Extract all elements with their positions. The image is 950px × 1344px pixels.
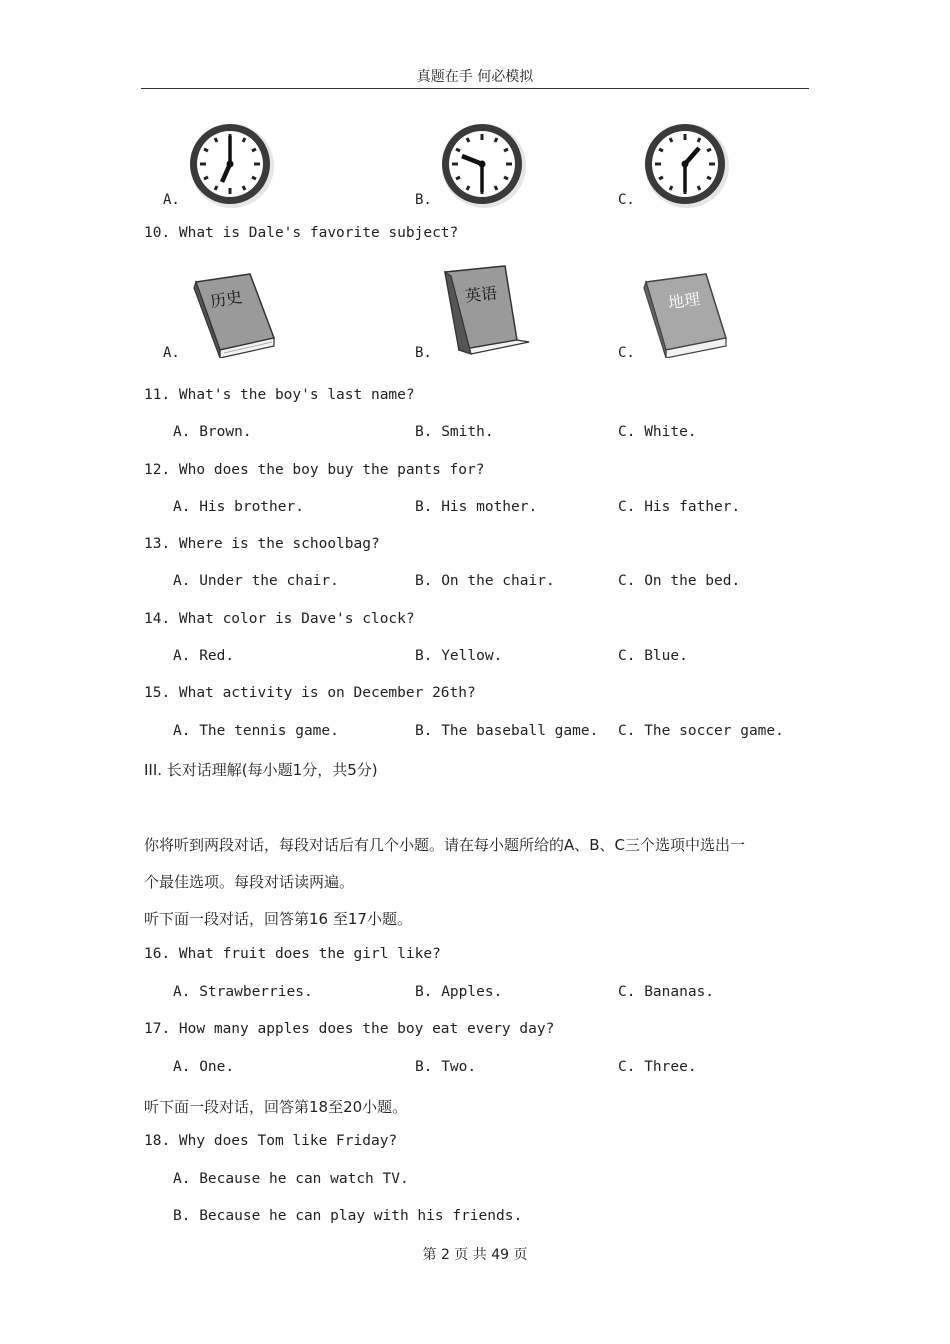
section-3-instruction-line1: 你将听到两段对话，每段对话后有几个小题。请在每小题所给的A、B、C三个选项中选出一: [144, 836, 746, 854]
clock-a-icon: [186, 120, 278, 212]
q13-option-a: A. Under the chair.: [173, 573, 339, 589]
geography-book-icon: [642, 272, 730, 358]
page-header: 真题在手 何必模拟: [416, 69, 534, 85]
book-title-english: 英语: [464, 283, 498, 306]
q10-option-a: A.: [163, 345, 180, 361]
q15-option-b: B. The baseball game.: [415, 723, 599, 739]
q13-option-c: C. On the bed.: [618, 573, 741, 589]
question-12: 12. Who does the boy buy the pants for?: [144, 462, 485, 478]
q16-option-c: C. Bananas.: [618, 984, 715, 1000]
question-13: 13. Where is the schoolbag?: [144, 536, 380, 552]
history-book-icon: [190, 272, 278, 358]
book-title-history: 历史: [208, 287, 244, 312]
clock-c-icon: [641, 120, 733, 212]
q10-option-c: C.: [618, 345, 635, 361]
q11-option-c: C. White.: [618, 424, 697, 440]
header-rule: [141, 88, 809, 89]
clock-b-icon: [438, 120, 530, 212]
question-11: 11. What's the boy's last name?: [144, 387, 415, 403]
question-18: 18. Why does Tom like Friday?: [144, 1133, 398, 1149]
q9-option-a: A.: [163, 192, 180, 208]
dialog-2-intro: 听下面一段对话，回答第18至20小题。: [144, 1098, 408, 1116]
q14-option-a: A. Red.: [173, 648, 235, 664]
q17-option-b: B. Two.: [415, 1059, 477, 1075]
q18-option-b: B. Because he can play with his friends.: [173, 1208, 523, 1224]
q16-option-b: B. Apples.: [415, 984, 503, 1000]
section-3-instruction-line2: 个最佳选项。每段对话读两遍。: [144, 873, 355, 891]
q11-option-a: A. Brown.: [173, 424, 252, 440]
q12-option-c: C. His father.: [618, 499, 741, 515]
q11-option-b: B. Smith.: [415, 424, 494, 440]
page-footer: 第 2 页 共 49 页: [422, 1247, 528, 1263]
q13-option-b: B. On the chair.: [415, 573, 555, 589]
q10-option-b: B.: [415, 345, 432, 361]
q16-option-a: A. Strawberries.: [173, 984, 313, 1000]
dialog-1-intro: 听下面一段对话，回答第16 至17小题。: [144, 910, 412, 928]
q14-option-b: B. Yellow.: [415, 648, 503, 664]
q9-option-b: B.: [415, 192, 432, 208]
question-17: 17. How many apples does the boy eat every day?: [144, 1021, 555, 1037]
question-15: 15. What activity is on December 26th?: [144, 685, 476, 701]
q15-option-c: C. The soccer game.: [618, 723, 784, 739]
question-14: 14. What color is Dave's clock?: [144, 611, 415, 627]
q12-option-a: A. His brother.: [173, 499, 304, 515]
q18-option-a: A. Because he can watch TV.: [173, 1171, 409, 1187]
q17-option-a: A. One.: [173, 1059, 235, 1075]
q17-option-c: C. Three.: [618, 1059, 697, 1075]
question-10: 10. What is Dale's favorite subject?: [144, 225, 459, 241]
section-3-title: III. 长对话理解(每小题1分，共5分): [144, 761, 378, 779]
english-book-icon: [441, 264, 531, 358]
q15-option-a: A. The tennis game.: [173, 723, 339, 739]
q9-option-c: C.: [618, 192, 635, 208]
question-16: 16. What fruit does the girl like?: [144, 946, 441, 962]
q12-option-b: B. His mother.: [415, 499, 538, 515]
q14-option-c: C. Blue.: [618, 648, 688, 664]
book-title-geography: 地理: [666, 289, 702, 313]
